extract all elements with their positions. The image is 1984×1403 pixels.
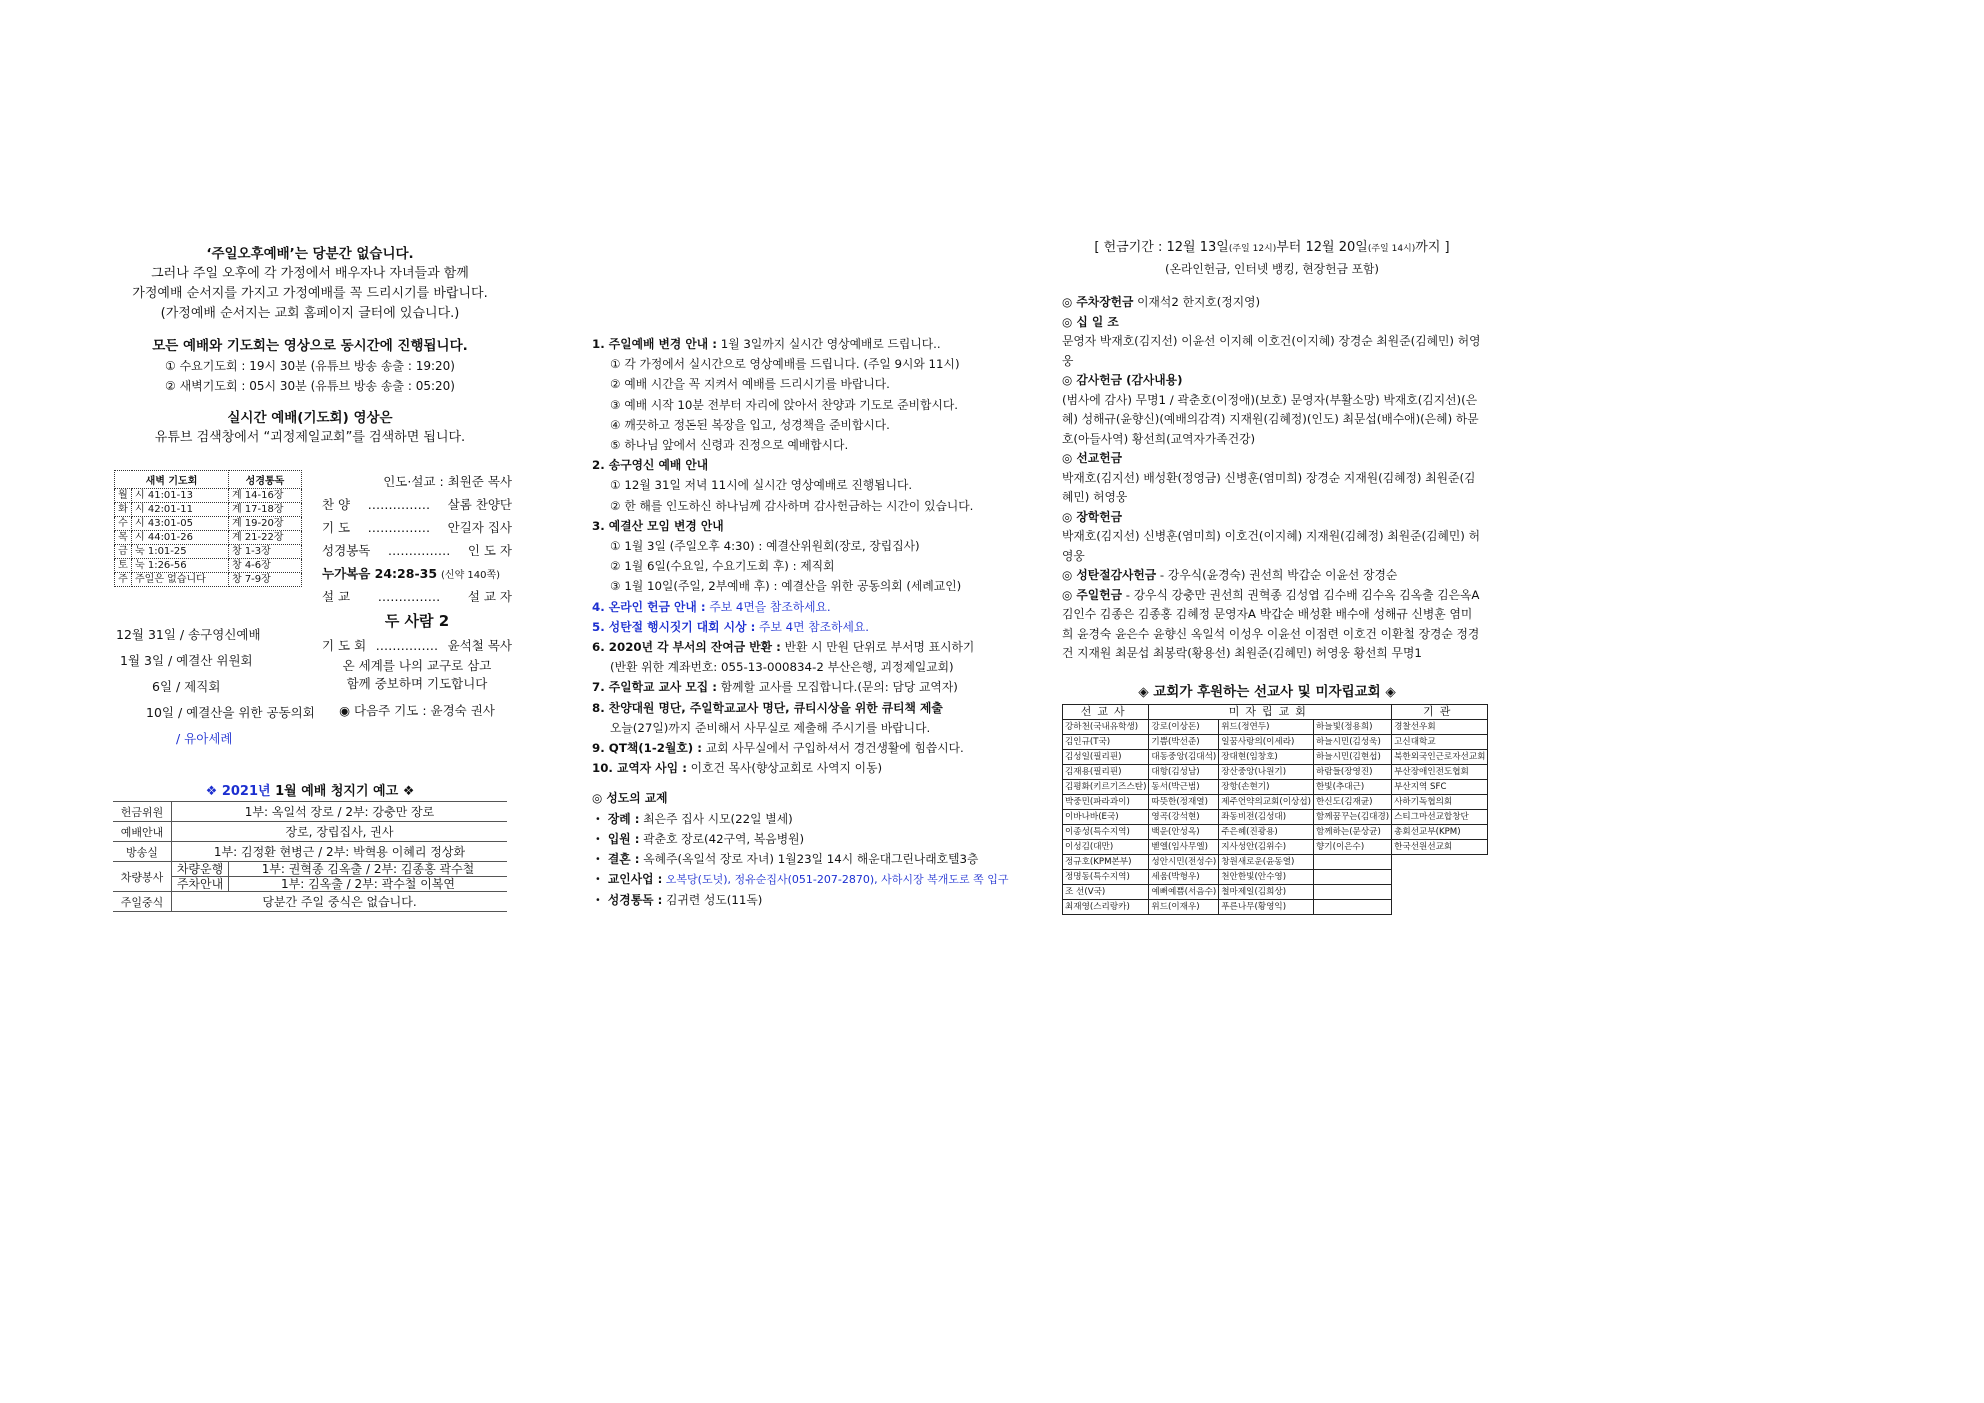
intro-notice xyxy=(110,244,510,448)
offering-list xyxy=(1062,238,1482,664)
dawn-day: 금 xyxy=(115,545,132,559)
small-church: 성안시민(전성수) xyxy=(1149,855,1219,870)
missionary: 정명동(특수지역) xyxy=(1063,870,1149,885)
news-heading: 7. 주일학교 교사 모집 : xyxy=(592,680,718,695)
saints-item xyxy=(592,890,992,910)
small-church xyxy=(1313,870,1391,885)
missions-row xyxy=(1063,795,1488,810)
order-label: 성경봉독 xyxy=(322,543,371,558)
small-church xyxy=(1313,885,1391,900)
institution: 북한외국인근로자선교회 xyxy=(1392,750,1488,765)
news-item xyxy=(592,617,992,637)
small-church: 영곡(강석현) xyxy=(1149,810,1219,825)
news-sub: ③ 1월 10일(주일, 2부예배 후) : 예결산을 위한 공동의회 (세례교인) xyxy=(610,579,962,594)
saints-item xyxy=(592,849,992,869)
offering-names: 문영자 박재호(김지선) 이윤선 이지혜 이호건(이지혜) 장경순 최원준(김혜민) 허영웅 xyxy=(1062,334,1481,368)
small-church: 장대현(임창호) xyxy=(1219,750,1314,765)
period-note: (주일 12시) xyxy=(1228,244,1277,254)
dawn-prayer-table xyxy=(114,470,302,587)
small-church: 예뻐예쁨(서음수) xyxy=(1149,885,1219,900)
order-item xyxy=(322,516,512,539)
saints-label: ・ 성경통독 : xyxy=(592,893,663,908)
missions-table xyxy=(1062,704,1488,915)
small-church: 하늘시민(김현섭) xyxy=(1313,750,1391,765)
institution xyxy=(1392,900,1488,915)
offering-label: ◎ 감사헌금 (감사내용) xyxy=(1062,373,1183,387)
missionary: 김평화(키르기즈스탄) xyxy=(1063,780,1149,795)
missionary: 최재영(스리랑카) xyxy=(1063,900,1149,915)
dawn-row xyxy=(115,503,302,517)
small-church: 창원새로운(윤동열) xyxy=(1219,855,1314,870)
dawn-day: 주 xyxy=(115,573,132,587)
sermon-title: 두 사람 2 xyxy=(384,612,450,630)
schedule-item: 1월 3일 / 예결산 위원회 xyxy=(120,653,253,668)
youtube-search-hint: 유튜브 검색창에서 “괴정제일교회”를 검색하면 됩니다. xyxy=(154,430,466,445)
saints-item xyxy=(592,809,992,829)
dawn-passage: 주일은 없습니다 xyxy=(132,573,229,587)
missions-row xyxy=(1063,870,1488,885)
intro-line: (가정예배 순서지는 교회 홈페이지 글터에 있습니다.) xyxy=(160,306,460,321)
schedule-item: / 유아세례 xyxy=(176,731,233,746)
saints-text: 곽춘호 장로(42구역, 복음병원) xyxy=(639,831,805,846)
news-heading: 9. QT책(1-2월호) : xyxy=(592,741,702,756)
small-church: 함께하는(문상균) xyxy=(1313,825,1391,840)
institution xyxy=(1392,855,1488,870)
missionary: 조 선(V국) xyxy=(1063,885,1149,900)
steward-role: 방송실 xyxy=(113,842,172,862)
reading-passage: 계 21-22장 xyxy=(228,531,301,545)
intro-line: 가정예배 순서지를 가지고 가정예배를 꼭 드리시기를 바랍니다. xyxy=(132,286,488,301)
order-label: 기 도 회 xyxy=(322,638,367,653)
dawn-day: 화 xyxy=(115,503,132,517)
saints-text: 최은주 집사 시모(22일 별세) xyxy=(639,811,793,826)
small-church: 동서(박근범) xyxy=(1149,780,1219,795)
small-church: 하람들(장영진) xyxy=(1313,765,1391,780)
small-church: 강로(이상돈) xyxy=(1149,720,1219,735)
small-church: 백운(안성옥) xyxy=(1149,825,1219,840)
small-church: 한신도(김재균) xyxy=(1313,795,1391,810)
news-heading: 1. 주일예배 변경 안내 : xyxy=(592,337,718,351)
news-text: 함께할 교사를 모집합니다.(문의: 담당 교역자) xyxy=(717,680,958,695)
preacher-line xyxy=(322,470,512,493)
missionary: 김인규(T국) xyxy=(1063,735,1149,750)
steward-names: 1부: 권혁종 김옥출 / 2부: 김종홍 곽수철 xyxy=(229,862,508,877)
news-sub: ② 1월 6일(수요일, 수요기도회 후) : 제직회 xyxy=(610,559,835,574)
offering-period xyxy=(1062,238,1482,260)
dawn-row xyxy=(115,531,302,545)
offering-names: 박재호(김지선) 신병훈(염미희) 이호건(이지혜) 지재원(김혜정) 최원준(김혜민) 허영웅 xyxy=(1062,529,1481,563)
scripture-page: (신약 140쪽) xyxy=(441,570,501,581)
steward-role: 헌금위원 xyxy=(113,802,172,822)
saints-text: 오복당(도넛), 정유순집사(051-207-2870), 사하시장 복개도로 쪽 입구 xyxy=(662,873,1009,887)
steward-names: 1부: 김옥출 / 2부: 곽수철 이복연 xyxy=(229,877,508,892)
saints-text: 옥혜주(옥일석 장로 자녀) 1월23일 14시 해운대그린나래호텔3층 xyxy=(639,852,979,867)
scripture-line xyxy=(322,562,512,585)
missions-header: 기관 xyxy=(1392,705,1488,720)
steward-role: 차량봉사 xyxy=(113,862,172,892)
missions-row xyxy=(1063,840,1488,855)
schedule-item: 10일 / 예결산을 위한 공동의회 xyxy=(146,705,315,720)
steward-subrole: 차량운행 xyxy=(172,862,229,877)
missionary: 김성일(필리핀) xyxy=(1063,750,1149,765)
small-church: 향기(이은수) xyxy=(1313,840,1391,855)
saints-title: ◎ 성도의 교제 xyxy=(592,791,668,806)
small-church xyxy=(1313,855,1391,870)
dawn-passage: 눅 1:01-25 xyxy=(132,545,229,559)
offering-names: - 강우식 강충만 권선희 권혁종 김성엽 김수배 김수옥 김옥출 김은옥A 김인수 김종은 김종홍 김혜정 문영자A 박갑순 배성환 배수애 성해규 신병훈 염미희 윤경숙 윤은수 윤향신 옥일석 이성우 이윤선 이점련 이호건 이환철 장경순 정경건 지재원 최문섭 최봉락(황용선) 최원준(김혜민) 허영웅 황선희 무명1 xyxy=(1062,587,1480,660)
missionary: 정규호(KPM본부) xyxy=(1063,855,1149,870)
reading-passage: 계 14-16장 xyxy=(228,489,301,503)
dawn-row xyxy=(115,489,302,503)
small-church: 따뜻한(정재열) xyxy=(1149,795,1219,810)
news-sub: ③ 예배 시작 10분 전부터 자리에 앉아서 찬양과 기도로 준비합시다. xyxy=(610,397,958,412)
news-sub: ④ 깨끗하고 정돈된 복장을 입고, 성경책을 준비합시다. xyxy=(610,417,890,432)
dawn-day: 토 xyxy=(115,559,132,573)
institution: 부산지역 SFC xyxy=(1392,780,1488,795)
news-sub: ⑤ 하나님 앞에서 신령과 진정으로 예배합시다. xyxy=(610,438,849,453)
missions-row xyxy=(1063,780,1488,795)
news-item xyxy=(592,738,992,758)
small-church: 장산중앙(나원기) xyxy=(1219,765,1314,780)
reading-passage: 계 17-18장 xyxy=(228,503,301,517)
offering-names: 이재석2 한지호(정지영) xyxy=(1133,295,1261,309)
dawn-passage: 시 42:01-11 xyxy=(132,503,229,517)
news-sub: 오늘(27일)까지 준비해서 사무실로 제출해 주시기를 바랍니다. xyxy=(610,720,931,735)
news-sub: (반환 위한 계좌번호: 055-13-000834-2 부산은행, 괴정제일교회) xyxy=(610,660,954,675)
order-dots: …………… xyxy=(367,497,431,512)
order-value: 안길자 집사 xyxy=(447,520,512,535)
period-text: [ 헌금기간 : 12월 13일 xyxy=(1094,240,1229,255)
institution: 경찰선우회 xyxy=(1392,720,1488,735)
missions-header: 미자립교회 xyxy=(1149,705,1392,720)
small-church xyxy=(1313,900,1391,915)
offering-label: ◎ 주일헌금 xyxy=(1062,587,1122,602)
offering-names: - 강우식(윤경숙) 권선희 박갑순 이윤선 장경순 xyxy=(1156,568,1398,582)
offering-names: (범사에 감사) 무명1 / 곽춘호(이정애)(보호) 문영자(부활소망) 박재호(김지선)(은혜) 성해규(윤향신)(예배의감격) 지재원(김혜정)(인도) 최문섭(배수애)(은혜) 하문호(아들사역) 황선희(교역자가족건강) xyxy=(1062,392,1479,446)
order-item xyxy=(322,634,512,657)
missions-row xyxy=(1063,765,1488,780)
institution: 사하기독협의회 xyxy=(1392,795,1488,810)
video-notice-title: 모든 예배와 기도회는 영상으로 동시간에 진행됩니다. xyxy=(152,338,468,354)
order-label: 설 교 xyxy=(322,589,351,604)
news-heading: 6. 2020년 각 부서의 잔여금 반환 : xyxy=(592,640,781,655)
missionary: 이종성(특수지역) xyxy=(1063,825,1149,840)
news-sub: ① 1월 3일 (주일오후 4:30) : 예결산위원회(장로, 장립집사) xyxy=(610,539,920,554)
news-text: 1월 3일까지 실시간 영상예배로 드립니다.. xyxy=(717,337,941,351)
order-item xyxy=(322,493,512,516)
dawn-row xyxy=(115,517,302,531)
missionary: 박중민(파라과이) xyxy=(1063,795,1149,810)
reading-passage: 창 1-3장 xyxy=(228,545,301,559)
dawn-row xyxy=(115,573,302,587)
small-church: 대항(김성남) xyxy=(1149,765,1219,780)
dawn-row xyxy=(115,545,302,559)
order-dots: …………… xyxy=(367,520,431,535)
order-dots: …………… xyxy=(387,543,451,558)
missions-row xyxy=(1063,855,1488,870)
order-item xyxy=(322,539,512,562)
scripture: 누가복음 24:28-35 xyxy=(322,566,438,581)
order-label: 찬 양 xyxy=(322,497,351,512)
period-text: 까지 ] xyxy=(1415,240,1450,255)
order-value: 살롬 찬양단 xyxy=(447,497,512,512)
worship-order xyxy=(322,470,512,719)
intro-line: 그러나 주일 오후에 각 가정에서 배우자나 자녀들과 함께 xyxy=(151,266,469,281)
preacher: 인도·설교 : 최원준 목사 xyxy=(383,474,512,489)
small-church: 하늘빛(정용희) xyxy=(1313,720,1391,735)
steward-names: 1부: 옥일석 장로 / 2부: 강충만 장로 xyxy=(172,802,508,822)
offering-sunday xyxy=(1062,586,1482,664)
small-church: 하늘시민(김성욱) xyxy=(1313,735,1391,750)
saints-item xyxy=(592,869,1009,890)
missions-row xyxy=(1063,885,1488,900)
order-label: 기 도 xyxy=(322,520,351,535)
reading-passage: 창 4-6장 xyxy=(228,559,301,573)
missions-row xyxy=(1063,750,1488,765)
reading-passage: 계 19-20장 xyxy=(228,517,301,531)
steward-names: 장로, 장립집사, 권사 xyxy=(172,822,508,842)
wednesday-prayer: ① 수요기도회 : 19시 30분 (유튜브 방송 송출 : 19:20) xyxy=(165,359,455,373)
offering-parking xyxy=(1062,293,1482,313)
steward-names: 당분간 주일 중식은 없습니다. xyxy=(172,892,508,912)
schedule-item: 6일 / 제직회 xyxy=(152,679,221,694)
offering-label: ◎ 주차장헌금 xyxy=(1062,295,1134,309)
institution: 스티그마선교합창단 xyxy=(1392,810,1488,825)
small-church: 대동중앙(김대석) xyxy=(1149,750,1219,765)
missionary: 강하천(국내유학생) xyxy=(1063,720,1149,735)
stewards-title xyxy=(110,780,510,799)
small-church: 함께꿈꾸는(김대경) xyxy=(1313,810,1391,825)
institution xyxy=(1392,870,1488,885)
mission-motto: 함께 중보하며 기도합니다 xyxy=(346,676,488,691)
steward-role: 주일중식 xyxy=(113,892,172,912)
small-church: 위드(정연두) xyxy=(1219,720,1314,735)
order-value: 인 도 자 xyxy=(467,543,512,558)
small-church: 장항(손현기) xyxy=(1219,780,1314,795)
reading-passage: 창 7-9장 xyxy=(228,573,301,587)
news-item xyxy=(592,758,992,778)
news-sub: ① 12월 31일 저녁 11시에 실시간 영상예배로 진행됩니다. xyxy=(610,478,913,493)
missions-row xyxy=(1063,720,1488,735)
stewards-title-rest: 1월 예배 청지기 예고 ❖ xyxy=(270,784,415,799)
dawn-row xyxy=(115,559,302,573)
news-item xyxy=(592,677,992,697)
news-text: 주보 4면 참조하세요. xyxy=(755,619,869,634)
small-church: 위드(이재우) xyxy=(1149,900,1219,915)
small-church: 벧엘(임사무엘) xyxy=(1149,840,1219,855)
dawn-header: 새벽 기도회 xyxy=(115,471,229,489)
mission-motto: 온 세계를 나의 교구로 삼고 xyxy=(342,658,492,673)
news-heading: 2. 송구영신 예배 안내 xyxy=(592,458,709,473)
order-dots: …………… xyxy=(375,638,439,653)
steward-names: 1부: 김정환 현병근 / 2부: 박혁용 이혜리 정상화 xyxy=(172,842,508,862)
saints-label: ・ 결혼 : xyxy=(592,852,640,867)
missionary: 이바나바(E국) xyxy=(1063,810,1149,825)
schedule-item: 12월 31일 / 송구영신예배 xyxy=(116,627,261,642)
saints-label: ・ 장례 : xyxy=(592,811,640,826)
small-church: 한빛(추대근) xyxy=(1313,780,1391,795)
institution: 부산장애인전도협회 xyxy=(1392,765,1488,780)
next-prayer: ◉ 다음주 기도 : 윤경숙 권사 xyxy=(339,703,495,718)
news-heading: 10. 교역자 사임 : xyxy=(592,761,687,776)
small-church: 세움(박형우) xyxy=(1149,870,1219,885)
news-sub: ② 예배 시간을 꼭 지켜서 예배를 드리시기를 바랍니다. xyxy=(610,377,890,392)
period-text: 부터 12월 20일 xyxy=(1276,240,1368,255)
news-heading: 4. 온라인 헌금 안내 : xyxy=(592,599,706,614)
small-church: 제주언약의교회(이상섭) xyxy=(1219,795,1314,810)
missions-row xyxy=(1063,810,1488,825)
offering-label: ◎ 성탄절감사헌금 xyxy=(1062,568,1157,582)
small-church: 좌동비전(김성대) xyxy=(1219,810,1314,825)
dawn-day: 목 xyxy=(115,531,132,545)
news-text: 주보 4면을 참조하세요. xyxy=(705,599,831,614)
missions-row xyxy=(1063,825,1488,840)
live-video-title: 실시간 예배(기도회) 영상은 xyxy=(227,410,393,426)
dawn-passage: 시 44:01-26 xyxy=(132,531,229,545)
news-item xyxy=(592,334,992,354)
saints-label: ・ 입원 : xyxy=(592,831,640,846)
dawn-prayer: ② 새벽기도회 : 05시 30분 (유튜브 방송 송출 : 05:20) xyxy=(165,379,455,393)
small-church: 철마제일(김희상) xyxy=(1219,885,1314,900)
intro-title: ‘주일오후예배’는 당분간 없습니다. xyxy=(206,246,414,262)
dawn-day: 수 xyxy=(115,517,132,531)
dawn-passage: 눅 1:26-56 xyxy=(132,559,229,573)
institution: 총회선교부(KPM) xyxy=(1392,825,1488,840)
news-heading: 3. 예결산 모임 변경 안내 xyxy=(592,518,724,533)
news-sub: ① 각 가정에서 실시간으로 영상예배를 드립니다. (주일 9시와 11시) xyxy=(610,357,960,372)
offering-xmas xyxy=(1062,566,1482,586)
news-text: 이호건 목사(향상교회로 사역지 이동) xyxy=(686,761,883,776)
saints-item xyxy=(592,829,992,849)
reading-header: 성경통독 xyxy=(228,471,301,489)
missions-header: 선교사 xyxy=(1063,705,1149,720)
church-news xyxy=(592,334,1009,911)
institution: 한국선원선교회 xyxy=(1392,840,1488,855)
news-sub: ② 한 해를 인도하신 하나님께 감사하며 감사헌금하는 시간이 있습니다. xyxy=(610,498,974,513)
institution: 고신대학교 xyxy=(1392,735,1488,750)
missions-row xyxy=(1063,735,1488,750)
small-church: 천안한빛(안수영) xyxy=(1219,870,1314,885)
missionary: 김재용(필리핀) xyxy=(1063,765,1149,780)
offering-sub: (온라인헌금, 인터넷 뱅킹, 현장헌금 포함) xyxy=(1164,261,1380,276)
news-text: 교회 사무실에서 구입하셔서 경건생활에 힘씁시다. xyxy=(701,741,964,756)
news-heading: 5. 성탄절 행시짓기 대회 시상 : xyxy=(592,619,756,634)
steward-role: 예배안내 xyxy=(113,822,172,842)
dawn-passage: 시 41:01-13 xyxy=(132,489,229,503)
order-dots: …………… xyxy=(377,589,441,604)
offering-names: 박재호(김지선) 배성환(정영금) 신병훈(염미희) 장경순 지재원(김혜정) 최원준(김혜민) 허영웅 xyxy=(1062,470,1476,504)
stewards-table xyxy=(113,801,507,912)
small-church: 일꿈사랑의(이세라) xyxy=(1219,735,1314,750)
missions-row xyxy=(1063,900,1488,915)
small-church: 주은혜(진광용) xyxy=(1219,825,1314,840)
order-value: 윤석철 목사 xyxy=(447,638,512,653)
small-church: 기쁨(박선준) xyxy=(1149,735,1219,750)
missionary: 이성김(대만) xyxy=(1063,840,1149,855)
news-heading: 8. 찬양대원 명단, 주일학교교사 명단, 큐티시상을 위한 큐티책 제출 xyxy=(592,700,943,715)
period-note: (주일 14시) xyxy=(1367,244,1416,254)
schedule-list xyxy=(116,622,316,752)
steward-subrole: 주차안내 xyxy=(172,877,229,892)
missions-title: ◈ 교회가 후원하는 선교사 및 미자립교회 ◈ xyxy=(1138,684,1396,700)
offering-label: ◎ 선교헌금 xyxy=(1062,451,1122,465)
saints-label: ・ 교인사업 : xyxy=(592,872,663,887)
stewards-title-year: ❖ 2021년 xyxy=(205,784,271,799)
offering-label: ◎ 십 일 조 xyxy=(1062,314,1119,329)
dawn-day: 월 xyxy=(115,489,132,503)
order-item xyxy=(322,585,512,608)
saints-text: 김귀련 성도(11독) xyxy=(662,893,763,908)
news-item xyxy=(592,597,992,617)
order-value: 설 교 자 xyxy=(467,589,512,604)
offering-label: ◎ 장학헌금 xyxy=(1062,509,1122,524)
dawn-passage: 시 43:01-05 xyxy=(132,517,229,531)
small-church: 지사성안(김위수) xyxy=(1219,840,1314,855)
news-item xyxy=(592,637,992,657)
institution xyxy=(1392,885,1488,900)
small-church: 푸른나무(황영익) xyxy=(1219,900,1314,915)
news-text: 반환 시 만원 단위로 부서명 표시하기 xyxy=(780,640,975,655)
